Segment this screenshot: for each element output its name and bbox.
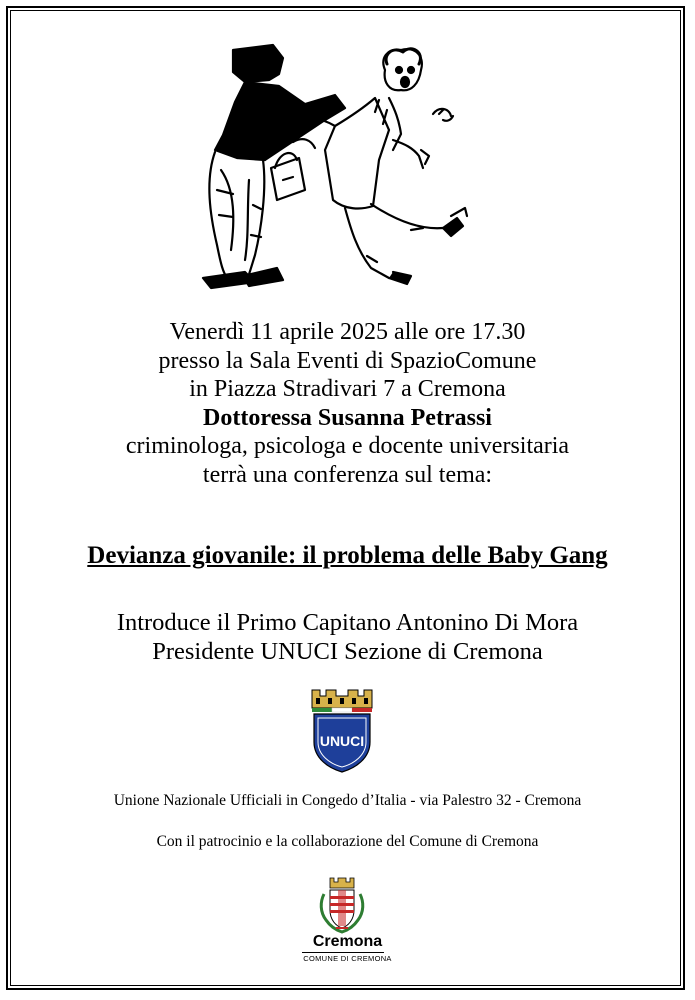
event-venue-line: presso la Sala Eventi di SpazioComune <box>158 347 537 374</box>
organization-line: Unione Nazionale Ufficiali in Congedo d’Italia - via Palestro 32 - Cremona <box>113 792 582 809</box>
event-date-line: Venerdì 11 aprile 2025 alle ore 17.30 <box>169 319 526 345</box>
cremona-wordmark: Cremona <box>312 933 383 950</box>
introduction <box>0 608 695 666</box>
introducer-role-line: Presidente UNUCI Sezione di Cremona <box>152 638 543 665</box>
cremona-coat-of-arms-icon <box>318 876 366 934</box>
event-details <box>0 318 695 489</box>
speaker-name: Dottoressa Susanna Petrassi <box>203 404 492 431</box>
purse-snatching-illustration <box>175 40 475 295</box>
introducer-line: Introduce il Primo Capitano Antonino Di Mora <box>116 609 579 636</box>
cremona-subtitle: COMUNE DI CREMONA <box>303 954 392 963</box>
patronage-line: Con il patrocinio e la collaborazione del Comune di Cremona <box>156 833 539 850</box>
conference-topic: Devianza giovanile: il problema delle Baby Gang <box>87 542 608 569</box>
speaker-role: criminologa, psicologa e docente universitaria <box>125 433 570 459</box>
event-address-line: in Piazza Stradivari 7 a Cremona <box>189 376 506 402</box>
unuci-crest-icon <box>306 686 378 774</box>
cremona-divider <box>302 952 384 953</box>
conference-lead-in: terrà una conferenza sul tema: <box>202 461 493 488</box>
unuci-crest-text: UNUCI <box>319 733 365 749</box>
